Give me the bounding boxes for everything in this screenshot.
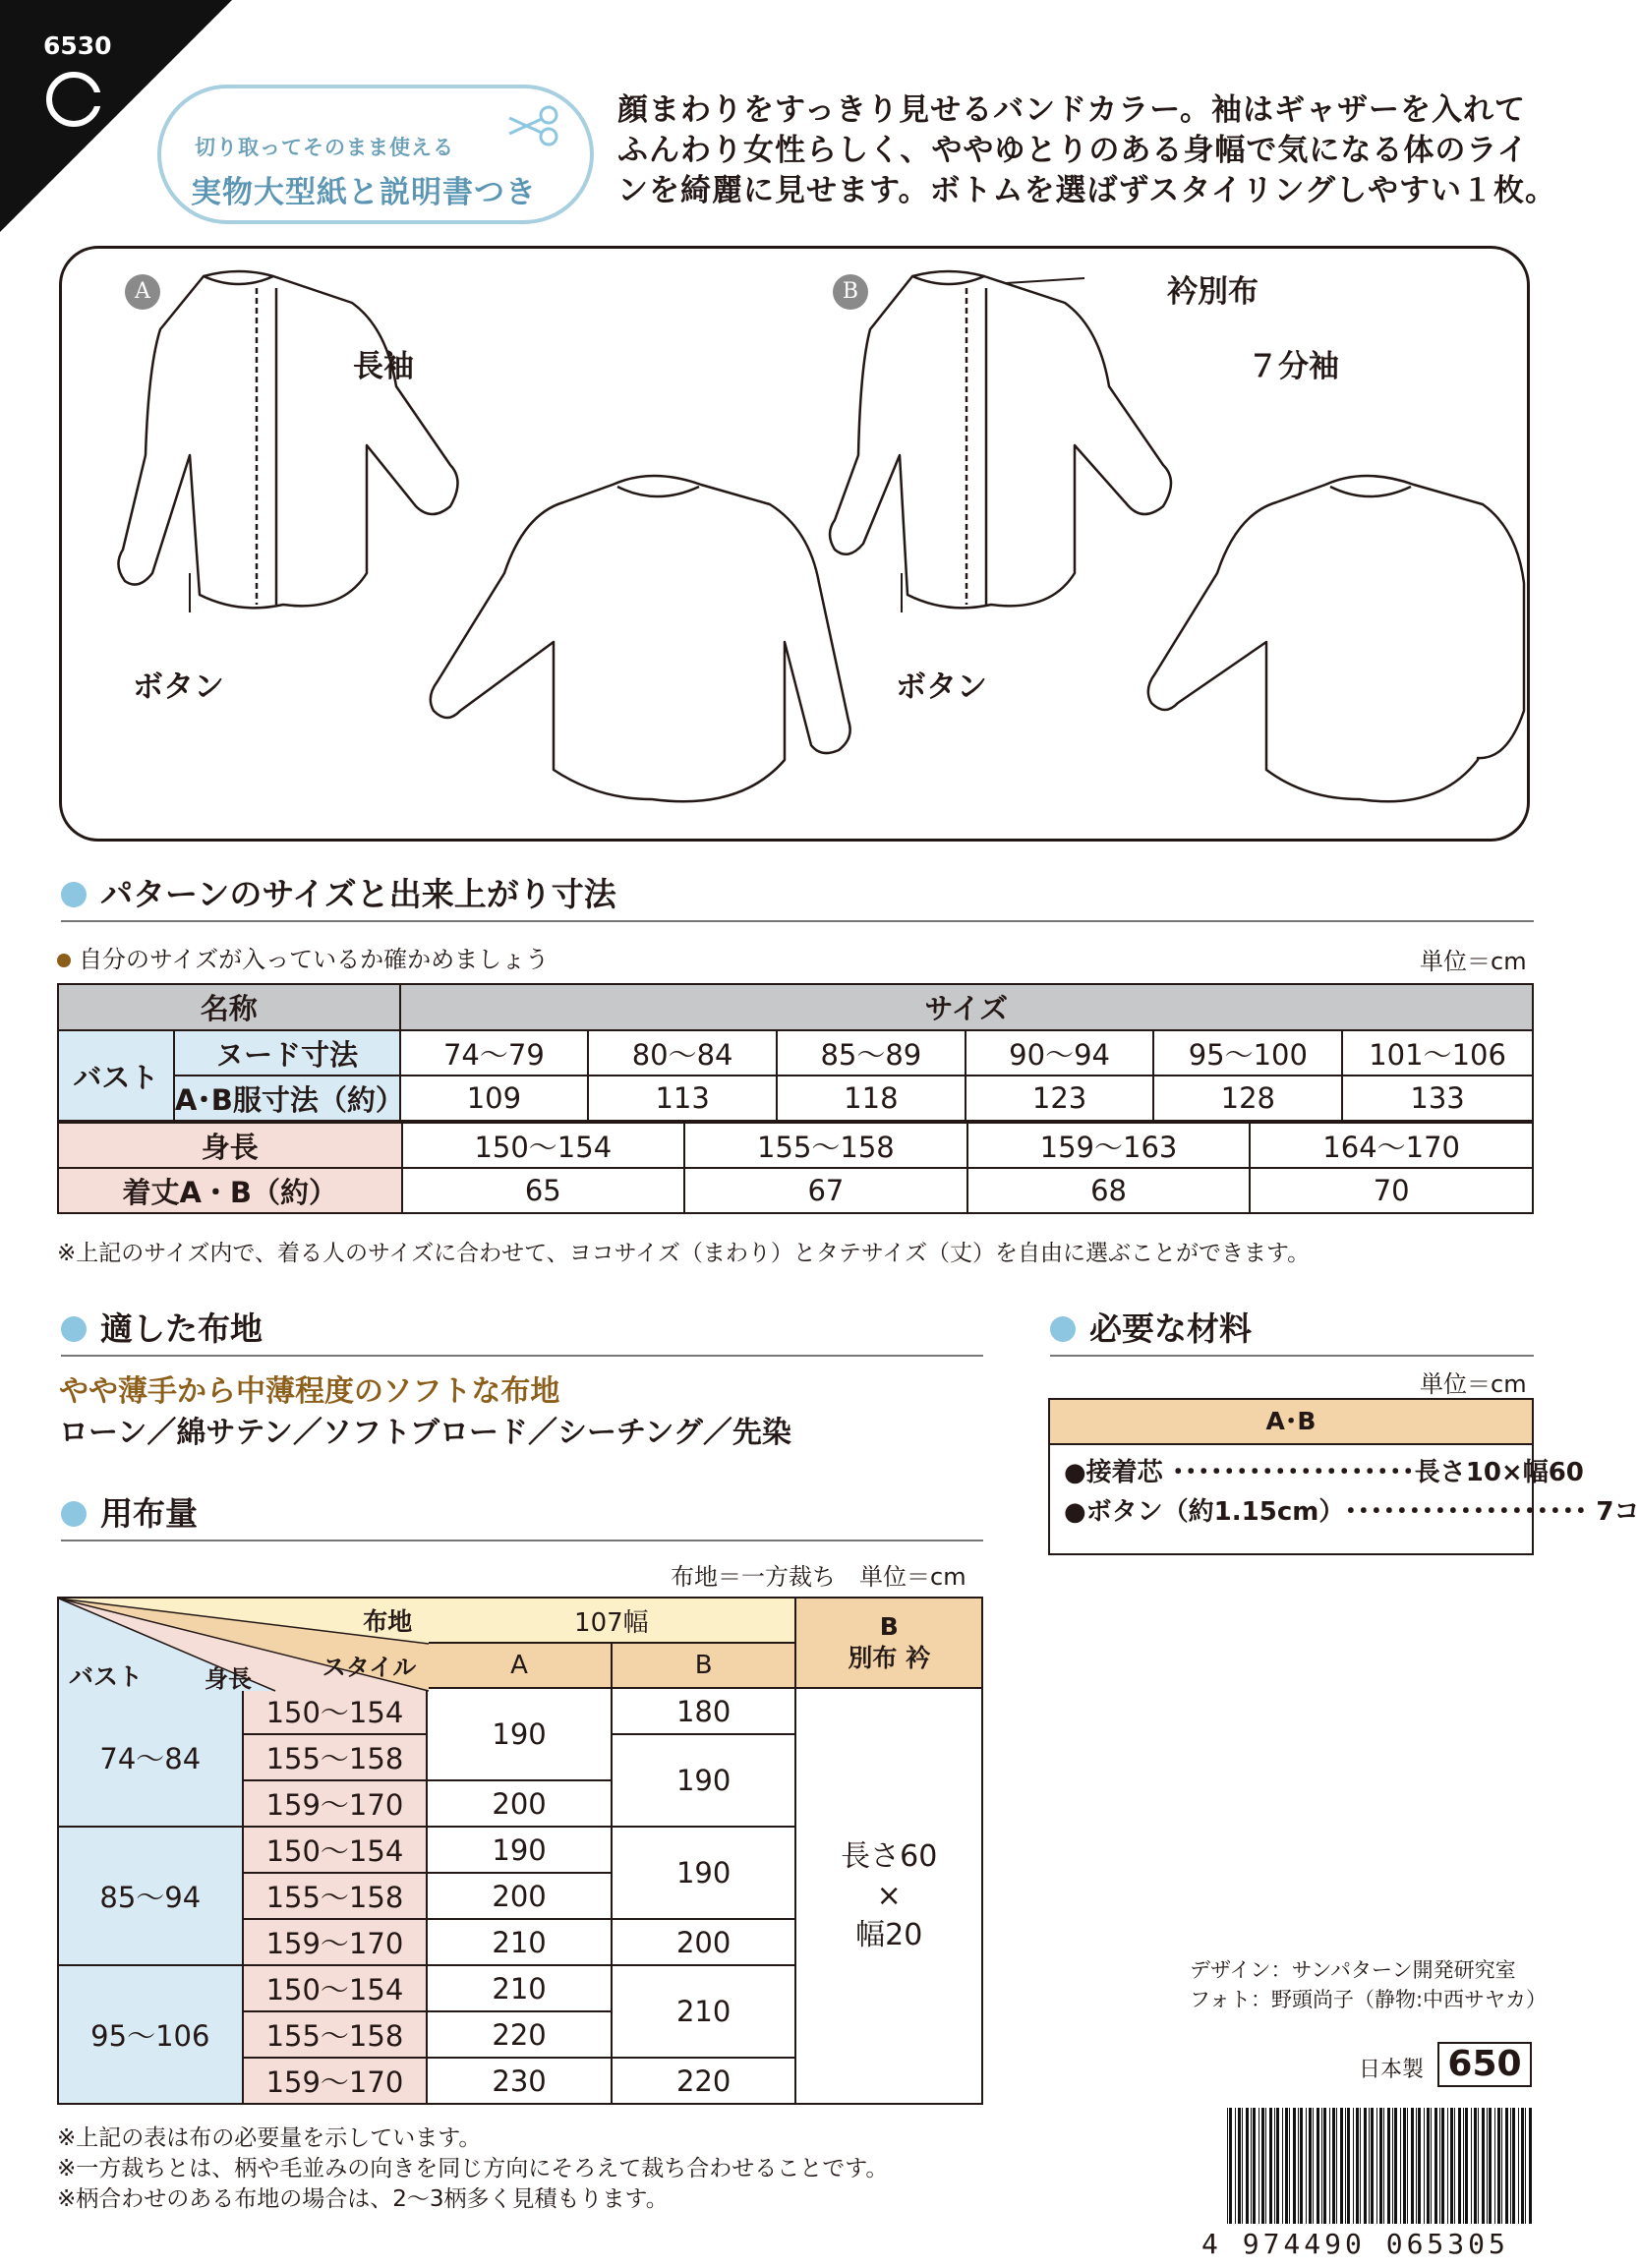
bust-label: バスト: [58, 1030, 174, 1121]
size-unit: 単位＝cm: [1420, 948, 1527, 975]
table-cell: 118: [777, 1076, 966, 1121]
yardage-footnote: ※柄合わせのある布地の場合は、2〜3柄多く見積もります。: [57, 2186, 669, 2212]
size-footnote: ※上記のサイズ内で、着る人のサイズに合わせて、ヨコサイズ（まわり）とタテサイズ（丈）を自由に選ぶことができます。: [57, 1241, 1311, 1266]
label-button-a: ボタン: [133, 669, 224, 705]
length-label: 着丈A・B（約）: [58, 1168, 402, 1213]
bust-cell: 74〜84: [58, 1688, 243, 1827]
table-cell: 74〜79: [400, 1030, 589, 1076]
fabric-list: ローン／綿サテン／ソフトブロード／シーチング／先染: [59, 1416, 791, 1450]
a-cell: 190: [427, 1827, 612, 1873]
bullet-dot: [61, 1501, 87, 1527]
table-cell: 101〜106: [1342, 1030, 1533, 1076]
bullet-dot: [1050, 1316, 1076, 1342]
b-cell: 190: [612, 1734, 796, 1827]
height-cell: 150〜154: [243, 1827, 428, 1873]
table-cell: 68: [967, 1168, 1251, 1213]
height-cell: 155〜158: [243, 1873, 428, 1919]
b-cell: 220: [612, 2058, 796, 2104]
illustration-panel: [59, 246, 1530, 842]
divider: [61, 1355, 983, 1357]
table-cell: 113: [588, 1076, 777, 1121]
divider: [61, 920, 1534, 922]
table-cell: 65: [402, 1168, 685, 1213]
height-label: 身長: [58, 1123, 402, 1168]
divider: [61, 1540, 983, 1541]
hdr-width: 107幅: [427, 1598, 795, 1643]
bullet-dot: [61, 882, 87, 907]
materials-heading: 必要な材料: [1050, 1304, 1252, 1350]
b-cell: 210: [612, 1965, 796, 2058]
b-cell: 190: [612, 1827, 796, 1919]
height-cell: 159〜170: [243, 1919, 428, 1965]
hdr-bust: バスト: [69, 1662, 144, 1691]
b-cell: 180: [612, 1688, 796, 1734]
photo-credit: フォト：野頭尚子（静物:中西サヤカ）: [1190, 1988, 1548, 2011]
hdr-name: 名称: [58, 984, 400, 1030]
a-cell: 220: [427, 2011, 612, 2058]
intro-text: [617, 90, 1557, 211]
label-collar-fabric: 衿別布: [1167, 274, 1259, 310]
table-cell: 123: [966, 1076, 1154, 1121]
table-cell: 150〜154: [402, 1123, 685, 1168]
materials-unit: 単位＝cm: [1420, 1370, 1527, 1398]
height-cell: 159〜170: [243, 2058, 428, 2104]
extra-cell: 長さ60 × 幅20: [795, 1688, 982, 2104]
yardage-table: [57, 1597, 983, 2105]
yardage-unit: 布地＝一方裁ち 単位＝cm: [671, 1563, 966, 1591]
bust-cell: 95〜106: [58, 1965, 243, 2104]
height-cell: 155〜158: [243, 2011, 428, 2058]
material-item: ●ボタン（約1.15cm）･･･････････････････ 7コ: [1064, 1497, 1639, 1527]
hdr-a: A: [427, 1643, 612, 1688]
divider: [1050, 1355, 1534, 1357]
fabric-heading: 適した布地: [61, 1304, 263, 1350]
table-cell: 164〜170: [1250, 1123, 1533, 1168]
hdr-height: 身長: [205, 1665, 252, 1693]
yardage-heading: 用布量: [61, 1488, 198, 1535]
table-cell: 109: [400, 1076, 589, 1121]
size-subnote: 自分のサイズが入っているか確かめましょう: [57, 940, 549, 974]
scissors-icon: [505, 104, 564, 147]
label-long-sleeve: 長袖: [353, 349, 414, 384]
label-button-b: ボタン: [896, 669, 987, 705]
table-cell: 67: [684, 1168, 967, 1213]
price-box: 650: [1437, 2042, 1532, 2087]
height-cell: 155〜158: [243, 1734, 428, 1780]
brand-logo-icon: [45, 71, 102, 128]
a-cell: 200: [427, 1780, 612, 1827]
table-cell: 95〜100: [1153, 1030, 1342, 1076]
height-cell: 159〜170: [243, 1780, 428, 1827]
table-cell: 80〜84: [588, 1030, 777, 1076]
design-credit: デザイン：サンパターン開発研究室: [1190, 1958, 1516, 1982]
pill-line1: 切り取ってそのまま使える: [195, 136, 454, 159]
bullet-dot: [61, 1316, 87, 1342]
garment-drawings: [62, 249, 1527, 839]
nude-label: ヌード寸法: [174, 1030, 400, 1076]
label-seven-sleeve: ７分袖: [1248, 349, 1339, 384]
yardage-footnote: ※上記の表は布の必要量を示しています。: [57, 2125, 482, 2151]
a-cell: 190: [427, 1688, 612, 1780]
hdr-fabric: 布地: [363, 1607, 413, 1636]
fabric-highlight: やや薄手から中薄程度のソフトな布地: [59, 1374, 560, 1409]
pattern-code: 6530: [43, 31, 112, 60]
table-cell: 155〜158: [684, 1123, 967, 1168]
materials-header: A･B: [1050, 1400, 1532, 1445]
bust-cell: 85〜94: [58, 1827, 243, 1965]
table-cell: 159〜163: [967, 1123, 1251, 1168]
table-cell: 70: [1250, 1168, 1533, 1213]
b-cell: 200: [612, 1919, 796, 1965]
made-in: 日本製: [1359, 2058, 1425, 2082]
yardage-footnote: ※一方裁ちとは、柄や毛並みの向きを同じ方向にそろえて裁ち合わせることです。: [57, 2156, 889, 2181]
corner-header-cell: [58, 1598, 427, 1693]
barcode-icon: [1225, 2108, 1534, 2224]
height-cell: 150〜154: [243, 1965, 428, 2011]
hdr-b: B: [612, 1643, 796, 1688]
garment-label: A･B服寸法（約）: [174, 1076, 400, 1121]
badge-a: A: [125, 274, 160, 310]
materials-box: [1048, 1398, 1639, 1555]
hdr-size: サイズ: [400, 984, 1533, 1030]
size-heading: パターンのサイズと出来上がり寸法: [61, 869, 616, 915]
table-cell: 133: [1342, 1076, 1533, 1121]
intro-line: ふんわり女性らしく、ややゆとりのある身幅で気になる体のライ: [617, 133, 1529, 168]
a-cell: 210: [427, 1965, 612, 2011]
table-cell: 128: [1153, 1076, 1342, 1121]
barcode-number: 4 974490 065305: [1201, 2228, 1509, 2260]
hdr-style: スタイル: [322, 1654, 417, 1681]
table-cell: 85〜89: [777, 1030, 966, 1076]
a-cell: 210: [427, 1919, 612, 1965]
badge-b: B: [833, 274, 868, 310]
table-cell: 90〜94: [966, 1030, 1154, 1076]
size-table-lower: [57, 1122, 1534, 1214]
a-cell: 200: [427, 1873, 612, 1919]
intro-line: 顔まわりをすっきり見せるバンドカラー。袖はギャザーを入れて: [617, 92, 1526, 128]
a-cell: 230: [427, 2058, 612, 2104]
size-table: [57, 983, 1534, 1122]
hdr-extra: B 別布 衿: [795, 1598, 982, 1688]
feature-pill: [157, 85, 594, 224]
material-item: ●接着芯 ･･･････････････････長さ10×幅60: [1064, 1458, 1584, 1487]
height-cell: 150〜154: [243, 1688, 428, 1734]
intro-line: ンを綺麗に見せます。ボトムを選ばずスタイリングしやすい１枚。: [617, 173, 1557, 208]
pill-line2: 実物大型紙と説明書つき: [191, 175, 537, 210]
